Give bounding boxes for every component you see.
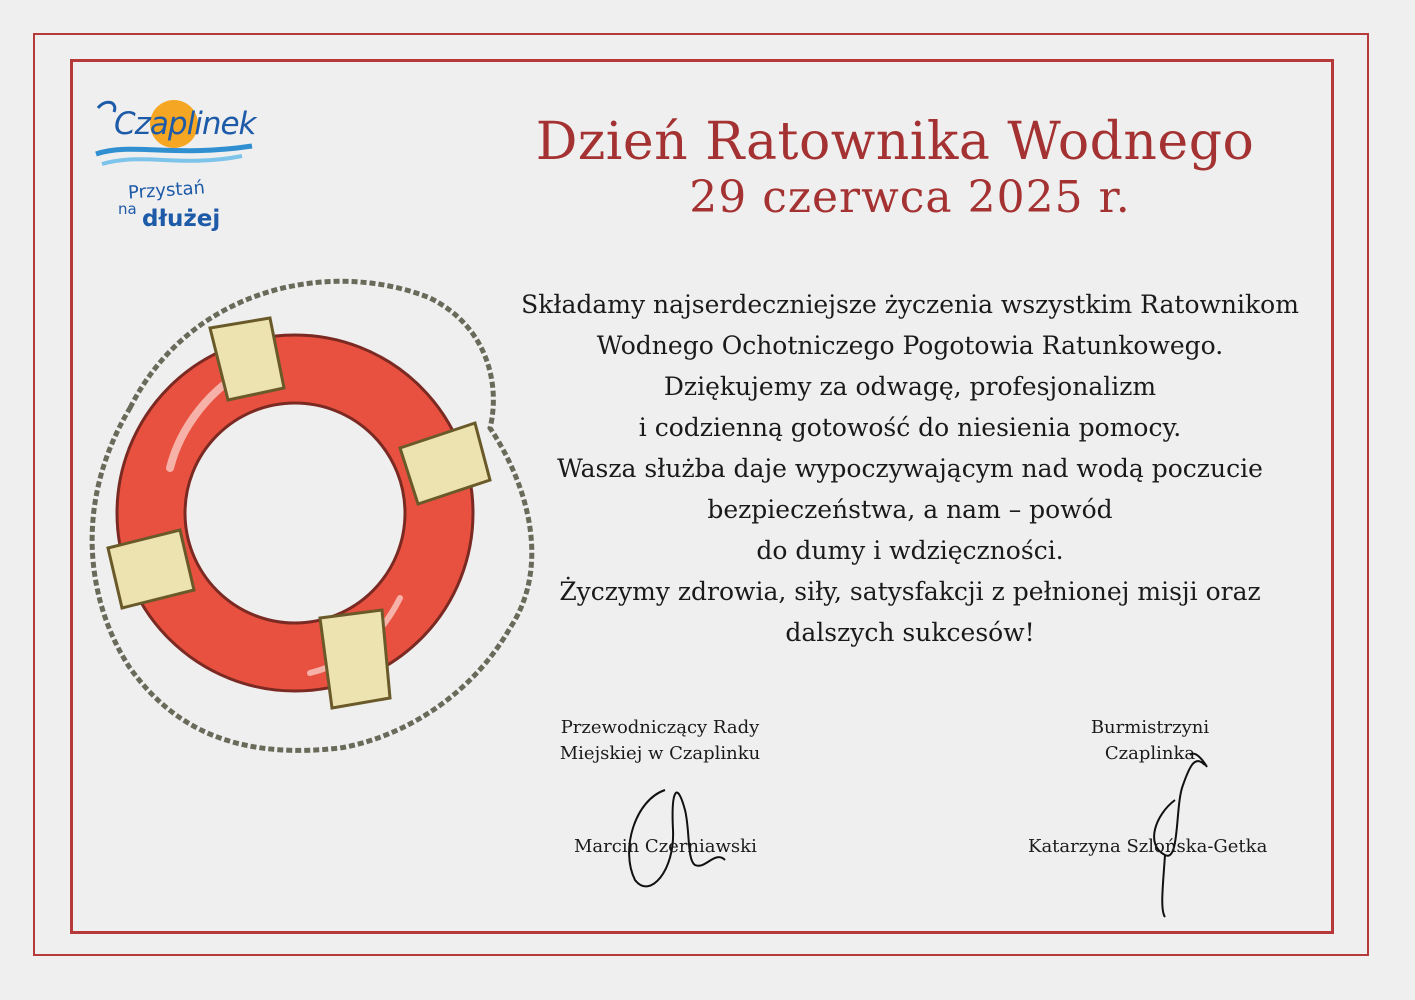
message-line: i codzienną gotowość do niesienia pomocy. (638, 413, 1182, 442)
message-line: Wodnego Ochotniczego Pogotowia Ratunkowego. (596, 331, 1224, 360)
signature-left-role (540, 715, 780, 767)
page-title: Dzień Ratownika Wodnego (535, 112, 1255, 172)
greeting-message (490, 284, 1330, 653)
role-line: Burmistrzyni (1090, 717, 1210, 738)
message-line: Składamy najserdeczniejsze życzenia wszystkim Ratownikom (521, 290, 1299, 319)
logo-tagline-2: na (118, 200, 137, 218)
message-line: Wasza służba daje wypoczywającym nad wodą poczucie (557, 454, 1263, 483)
lifebuoy-icon (70, 268, 550, 768)
role-line: Przewodniczący Rady (560, 717, 760, 738)
role-line: Miejskiej w Czaplinku (559, 743, 761, 764)
signer-name-left: Marcin Czerniawski (574, 836, 757, 857)
message-line: dalszych sukcesów! (785, 618, 1035, 647)
logo-tagline-3: dłużej (142, 206, 221, 232)
logo-city-name: Czaplinek (114, 106, 256, 142)
message-line: do dumy i wdzięczności. (756, 536, 1064, 565)
logo-tagline-1: Przystań (127, 177, 206, 204)
message-line: bezpieczeństwa, a nam – powód (707, 495, 1113, 524)
handwritten-signature-left-icon (615, 770, 735, 900)
signer-name-right: Katarzyna Szlońska-Getka (1028, 836, 1268, 857)
life-ring-illustration (70, 268, 550, 772)
message-line: Dziękujemy za odwagę, profesjonalizm (663, 372, 1157, 401)
event-date: 29 czerwca 2025 r. (689, 172, 1131, 223)
role-line: Czaplinka (1104, 743, 1196, 764)
czaplinek-logo (92, 96, 262, 256)
message-line: Życzymy zdrowia, siły, satysfakcji z pełnionej misji oraz (559, 577, 1261, 606)
handwritten-signature-right-icon (1135, 745, 1225, 925)
